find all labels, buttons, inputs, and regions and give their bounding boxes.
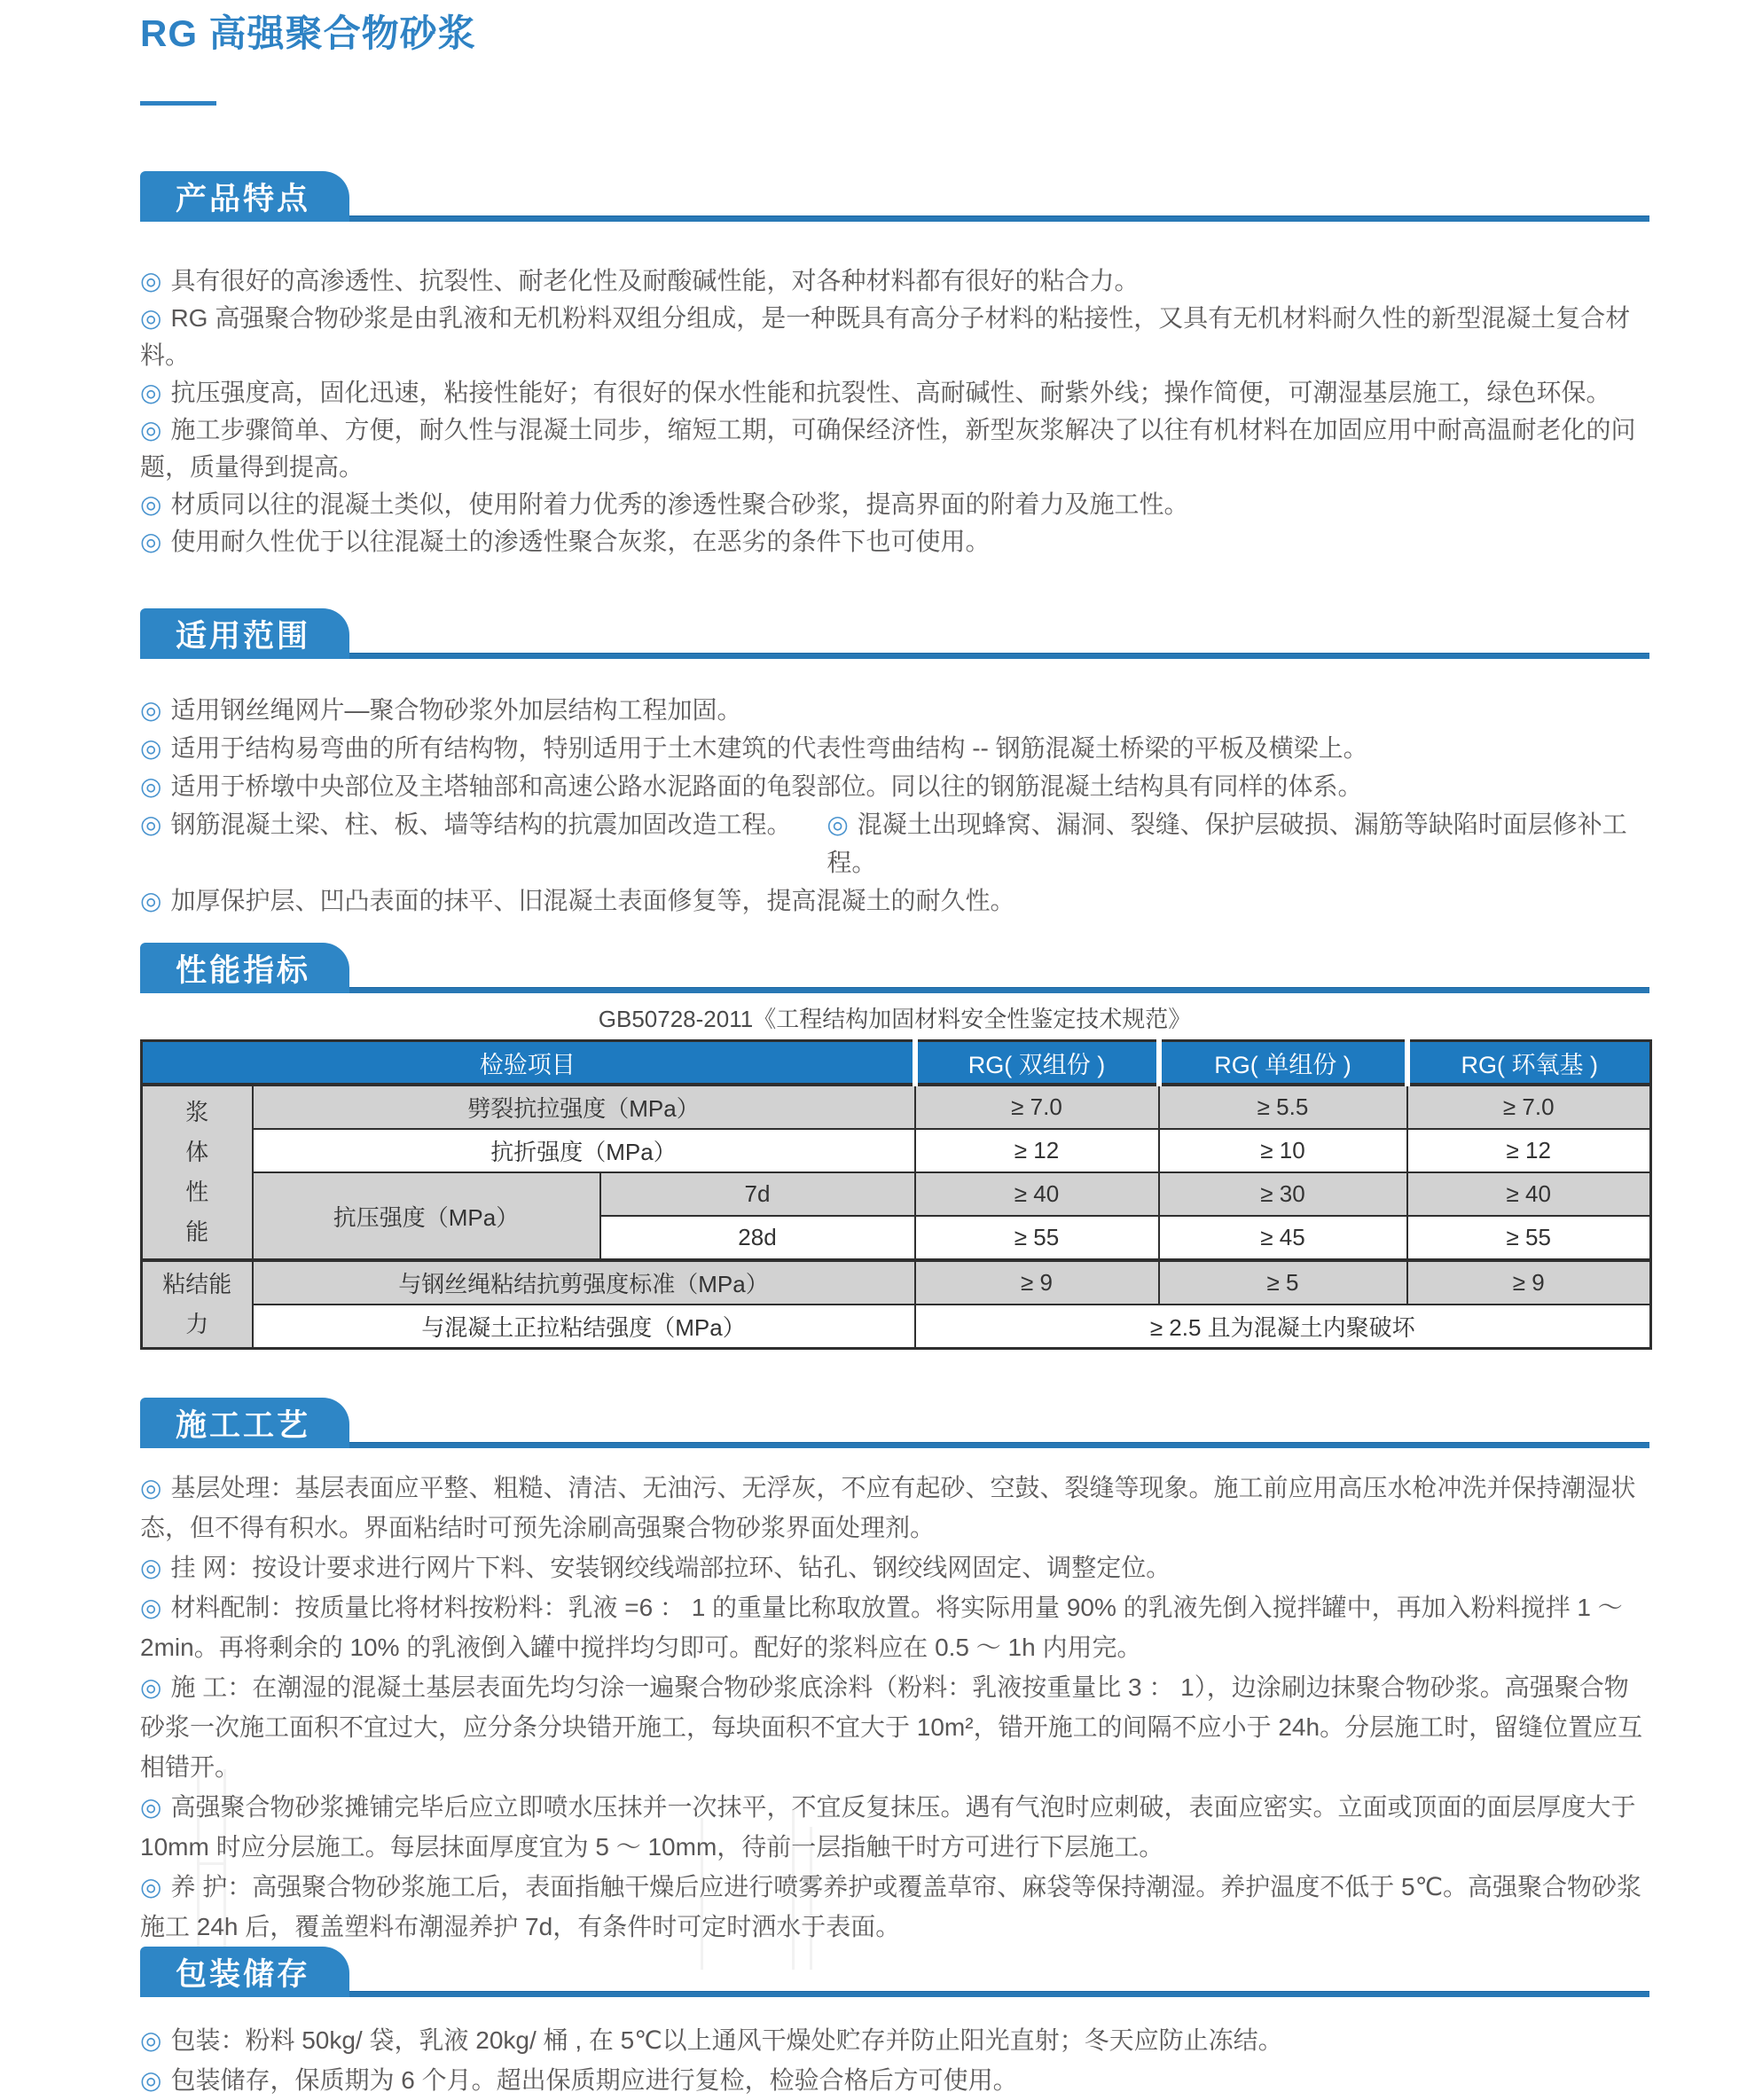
title-underline xyxy=(140,101,216,106)
list-item xyxy=(140,523,1649,560)
process-text: 高强聚合物砂浆摊铺完毕后应立即喷水压抹并一次抹平，不宜反复抹压。遇有气泡时应刺破，表面应密实。立面或顶面的面层厚度大于 10mm 时应分层施工。每层抹面厚度宜为 5 ～ 10mm，待前一层指触干时方可进行下层施工。 xyxy=(140,1793,1636,1861)
section-heading: 施工工艺 xyxy=(176,1407,311,1443)
section-badge xyxy=(140,608,349,659)
process-text: 基层处理：基层表面应平整、粗糙、清洁、无油污、无浮灰，不应有起砂、空鼓、裂缝等现象。施工前应用高压水枪冲洗并保持潮湿状态，但不得有积水。界面粘结时可预先涂刷高强聚合物砂浆界面处理剂。 xyxy=(140,1474,1636,1541)
table-row xyxy=(142,1305,1651,1349)
scope-text: 加厚保护层、凹凸表面的抹平、旧混凝土表面修复等，提高混凝土的耐久性。 xyxy=(170,887,1015,914)
cell-value: ≥ 12 xyxy=(1407,1129,1651,1172)
section-heading: 适用范围 xyxy=(176,618,311,654)
bullet-icon: ◎ xyxy=(140,304,162,332)
col-header-rg2: RG( 双组份 ) xyxy=(915,1041,1159,1085)
storage-list xyxy=(140,2020,1649,2100)
bullet-icon: ◎ xyxy=(140,2026,162,2054)
scope-text: 适用钢丝绳网片—聚合物砂浆外加层结构工程加固。 xyxy=(170,696,742,724)
performance-table xyxy=(140,1039,1652,1350)
list-item xyxy=(140,767,1649,805)
section-rule xyxy=(140,1442,1649,1448)
col-header-item: 检验项目 xyxy=(142,1041,915,1085)
feature-text: 具有很好的高渗透性、抗裂性、耐老化性及耐酸碱性能，对各种材料都有很好的粘合力。 xyxy=(170,267,1140,294)
process-text: 材料配制：按质量比将材料按粉料：乳液 =6 ： 1 的重量比称取放置。将实际用量 90% 的乳液先倒入搅拌罐中，再加入粉料搅拌 1 ～ 2min。再将剩余的 10% 的乳液倒入罐中搅拌均匀即可。配好的浆料应在 0.5 ～ 1h 内用完。 xyxy=(140,1594,1623,1661)
process-text: 施 工：在潮湿的混凝土基层表面先均匀涂一遍聚合物砂浆底涂料（粉料：乳液按重量比 3 ： 1），边涂刷边抹聚合物砂浆。高强聚合物砂浆一次施工面积不宜过大，应分条分块错开施工，每块面积不宜大于 10m²，错开施工的间隔不应小于 24h。分层施工时，留缝位置应互相错开。 xyxy=(140,1673,1643,1781)
section-features xyxy=(140,171,1649,560)
scope-text: 适用于桥墩中央部位及主塔轴部和高速公路水泥路面的龟裂部位。同以往的钢筋混凝土结构具有同样的体系。 xyxy=(170,772,1363,800)
bullet-icon: ◎ xyxy=(140,1673,162,1701)
cell-value: ≥ 7.0 xyxy=(1407,1085,1651,1129)
storage-text: 包装：粉料 50kg/ 袋，乳液 20kg/ 桶 , 在 5℃以上通风干燥处贮存并防止阳光直射；冬天应防止冻结。 xyxy=(170,2026,1283,2054)
bullet-icon: ◎ xyxy=(140,379,162,406)
page-title: RG 高强聚合物砂浆 xyxy=(140,12,476,54)
section-badge xyxy=(140,943,349,993)
cell-value: ≥ 9 xyxy=(1407,1260,1651,1305)
list-item xyxy=(140,411,1649,486)
cell-value: ≥ 55 xyxy=(915,1216,1159,1260)
col-header-rg1: RG( 单组份 ) xyxy=(1159,1041,1407,1085)
cell-value: ≥ 12 xyxy=(915,1129,1159,1172)
scope-text: 适用于结构易弯曲的所有结构物，特别适用于土木建筑的代表性弯曲结构 -- 钢筋混凝土桥梁的平板及横梁上。 xyxy=(170,734,1368,762)
cell-value: ≥ 5 xyxy=(1159,1260,1407,1305)
cell-value: ≥ 10 xyxy=(1159,1129,1407,1172)
bullet-icon: ◎ xyxy=(140,2066,162,2094)
bullet-icon: ◎ xyxy=(140,1474,162,1501)
features-list xyxy=(140,262,1649,560)
list-item xyxy=(140,1787,1649,1867)
section-badge xyxy=(140,1947,349,1997)
section-features-header xyxy=(140,171,1649,222)
pair-left xyxy=(140,805,826,882)
storage-text: 包装储存，保质期为 6 个月。超出保质期应进行复检，检验合格后方可使用。 xyxy=(170,2066,1018,2094)
section-badge xyxy=(140,171,349,222)
row-name-compressive: 抗压强度（MPa） xyxy=(253,1172,600,1260)
process-text: 养 护：高强聚合物砂浆施工后，表面指触干燥后应进行喷雾养护或覆盖草帘、麻袋等保持潮湿。养护温度不低于 5℃。高强聚合物砂浆施工 24h 后，覆盖塑料布潮湿养护 7d，有条件时可定时洒水于表面。 xyxy=(140,1873,1642,1940)
list-item-pair xyxy=(140,805,1649,882)
cell-age: 28d xyxy=(600,1216,915,1260)
bullet-icon: ◎ xyxy=(140,811,162,838)
row-name: 抗折强度（MPa） xyxy=(253,1129,915,1172)
cell-value: ≥ 30 xyxy=(1159,1172,1407,1216)
list-item xyxy=(140,2060,1649,2100)
cell-value: ≥ 7.0 xyxy=(915,1085,1159,1129)
table-row xyxy=(142,1260,1651,1305)
bullet-icon: ◎ xyxy=(140,416,162,443)
feature-text: 使用耐久性优于以往混凝土的渗透性聚合灰浆，在恶劣的条件下也可使用。 xyxy=(170,528,991,555)
section-rule xyxy=(140,215,1649,222)
col-header-epoxy: RG( 环氧基 ) xyxy=(1407,1041,1651,1085)
bullet-icon: ◎ xyxy=(140,1554,162,1581)
cell-value: ≥ 55 xyxy=(1407,1216,1651,1260)
bullet-icon: ◎ xyxy=(140,490,162,518)
list-item xyxy=(140,882,1649,920)
section-badge xyxy=(140,1398,349,1448)
section-rule xyxy=(140,1991,1649,1997)
feature-text: 材质同以往的混凝土类似，使用附着力优秀的渗透性聚合砂浆，提高界面的附着力及施工性。 xyxy=(170,490,1189,518)
bullet-icon: ◎ xyxy=(140,267,162,294)
section-process xyxy=(140,1398,1649,1947)
group-label-bond: 粘结能力 xyxy=(142,1260,253,1349)
section-performance-header xyxy=(140,943,1649,993)
list-item xyxy=(140,729,1649,767)
list-item xyxy=(140,1667,1649,1787)
cell-value: ≥ 5.5 xyxy=(1159,1085,1407,1129)
process-list xyxy=(140,1468,1649,1947)
table-caption: GB50728-2011《工程结构加固材料安全性鉴定技术规范》 xyxy=(598,1006,1192,1032)
cell-value: ≥ 40 xyxy=(915,1172,1159,1216)
list-item xyxy=(140,1587,1649,1667)
feature-text: 抗压强度高，固化迅速，粘接性能好；有很好的保水性能和抗裂性、高耐碱性、耐紫外线；操作简便，可潮湿基层施工，绿色环保。 xyxy=(170,379,1611,406)
row-name: 与混凝土正拉粘结强度（MPa） xyxy=(253,1305,915,1349)
section-rule xyxy=(140,653,1649,659)
table-header-row xyxy=(142,1041,1651,1085)
section-performance xyxy=(140,943,1649,1350)
bullet-icon: ◎ xyxy=(140,772,162,800)
list-item xyxy=(140,1468,1649,1548)
row-name: 劈裂抗拉强度（MPa） xyxy=(253,1085,915,1129)
bullet-icon: ◎ xyxy=(826,811,849,838)
bullet-icon: ◎ xyxy=(140,528,162,555)
cell-age: 7d xyxy=(600,1172,915,1216)
process-text: 挂 网：按设计要求进行网片下料、安装钢绞线端部拉环、钻孔、钢绞线网固定、调整定位。 xyxy=(170,1554,1171,1581)
list-item xyxy=(140,486,1649,523)
cell-value: ≥ 9 xyxy=(915,1260,1159,1305)
section-heading: 性能指标 xyxy=(176,952,311,988)
table-row xyxy=(142,1085,1651,1129)
list-item xyxy=(140,691,1649,729)
section-storage-header xyxy=(140,1947,1649,1997)
bullet-icon: ◎ xyxy=(140,1873,162,1900)
group-label-paste: 浆体性能 xyxy=(142,1085,253,1260)
scope-list xyxy=(140,691,1649,920)
scope-text: 钢筋混凝土梁、柱、板、墙等结构的抗震加固改造工程。 xyxy=(170,811,792,838)
section-heading: 包装储存 xyxy=(176,1956,311,1992)
row-name: 与钢丝绳粘结抗剪强度标准（MPa） xyxy=(253,1260,915,1305)
bullet-icon: ◎ xyxy=(140,1793,162,1821)
bullet-icon: ◎ xyxy=(140,696,162,724)
table-row xyxy=(142,1129,1651,1172)
scope-text: 混凝土出现蜂窝、漏洞、裂缝、保护层破损、漏筋等缺陷时面层修补工程。 xyxy=(826,811,1627,876)
pair-right xyxy=(826,805,1649,882)
list-item xyxy=(140,300,1649,374)
list-item xyxy=(140,1548,1649,1587)
feature-text: RG 高强聚合物砂浆是由乳液和无机粉料双组分组成，是一种既具有高分子材料的粘接性，又具有无机材料耐久性的新型混凝土复合材料。 xyxy=(140,304,1631,369)
section-scope xyxy=(140,608,1649,920)
section-process-header xyxy=(140,1398,1649,1448)
cell-value: ≥ 40 xyxy=(1407,1172,1651,1216)
cell-value-merged: ≥ 2.5 且为混凝土内聚破坏 xyxy=(915,1305,1651,1349)
list-item xyxy=(140,374,1649,411)
section-heading: 产品特点 xyxy=(176,181,311,216)
list-item xyxy=(140,262,1649,300)
bullet-icon: ◎ xyxy=(140,1594,162,1621)
section-storage xyxy=(140,1947,1649,2100)
list-item xyxy=(140,1867,1649,1947)
cell-value: ≥ 45 xyxy=(1159,1216,1407,1260)
list-item xyxy=(140,2020,1649,2060)
bullet-icon: ◎ xyxy=(140,887,162,914)
table-row xyxy=(142,1172,1651,1216)
feature-text: 施工步骤简单、方便，耐久性与混凝土同步，缩短工期，可确保经济性，新型灰浆解决了以往有机材料在加固应用中耐高温耐老化的问题，质量得到提高。 xyxy=(140,416,1636,481)
section-rule xyxy=(140,987,1649,993)
section-scope-header xyxy=(140,608,1649,659)
bullet-icon: ◎ xyxy=(140,734,162,762)
